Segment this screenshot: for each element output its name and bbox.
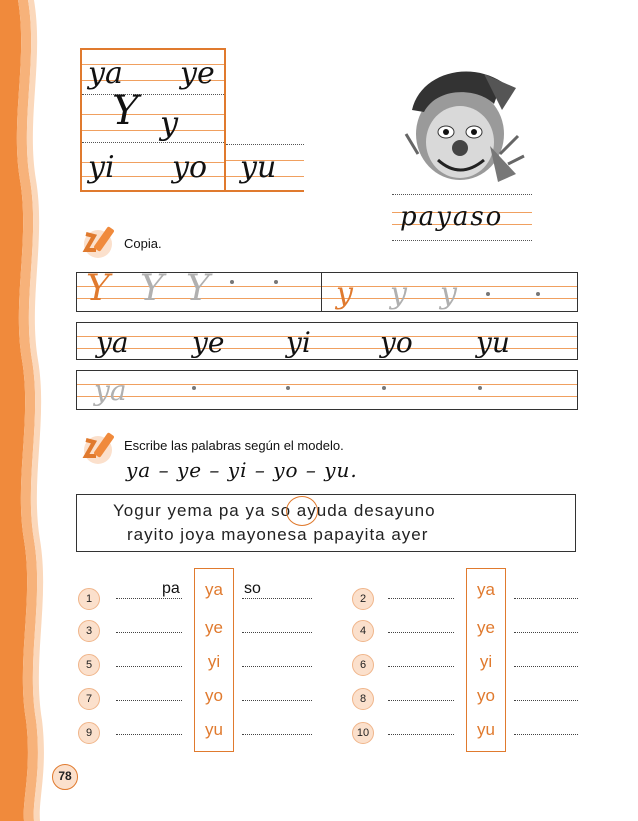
answer-blank[interactable] xyxy=(116,666,182,667)
start-dot xyxy=(478,386,482,390)
exercise-number-1: 1 xyxy=(78,588,100,610)
copy-model-lower-y: y xyxy=(336,276,353,311)
exercise-number-7: 7 xyxy=(78,688,100,710)
syllable-yu: yu xyxy=(205,720,223,739)
copy-syllable-ya: ya xyxy=(96,326,129,359)
copy-instruction: Copia. xyxy=(124,236,162,251)
answer-blank[interactable] xyxy=(116,598,182,599)
decorative-wave-border xyxy=(0,0,52,821)
answer-blank[interactable] xyxy=(116,734,182,735)
answer-blank[interactable] xyxy=(242,734,312,735)
exercise-number-4: 4 xyxy=(352,620,374,642)
syllable-yi: yi xyxy=(207,652,221,671)
exercise-number-8: 8 xyxy=(352,688,374,710)
example-prefix: pa xyxy=(162,580,180,597)
copy-syllable-yo: yo xyxy=(380,326,413,359)
model-syllable-sequence: ya – ye – yi – yo – yu. xyxy=(126,458,358,482)
model-yi: yi xyxy=(88,150,115,185)
start-dot xyxy=(274,280,278,284)
model-lower-y: y xyxy=(160,104,179,142)
syllable-yi: yi xyxy=(479,652,493,671)
start-dot xyxy=(286,386,290,390)
example-suffix: so xyxy=(244,580,261,597)
answer-blank[interactable] xyxy=(116,700,182,701)
highlight-circle-ya xyxy=(286,496,318,526)
answer-blank[interactable] xyxy=(116,632,182,633)
start-dot xyxy=(382,386,386,390)
exercise-number-5: 5 xyxy=(78,654,100,676)
exercise-number-6: 6 xyxy=(352,654,374,676)
copy-trace-lower-y-2: y xyxy=(440,276,457,311)
copy-syllable-yi: yi xyxy=(286,326,311,359)
copy-syllable-ye: ye xyxy=(192,326,225,359)
answer-blank[interactable] xyxy=(514,700,578,701)
copy-row-3 xyxy=(76,370,578,410)
answer-blank[interactable] xyxy=(242,700,312,701)
answer-blank[interactable] xyxy=(388,700,454,701)
picture-word: payaso xyxy=(400,202,504,232)
copy-trace-ya: ya xyxy=(94,374,127,407)
pencil-icon xyxy=(76,430,122,466)
syllable-yu: yu xyxy=(477,720,495,739)
model-yo: yo xyxy=(172,150,208,185)
answer-blank[interactable] xyxy=(514,734,578,735)
exercise-number-10: 10 xyxy=(352,722,374,744)
exercise-number-2: 2 xyxy=(352,588,374,610)
start-dot xyxy=(230,280,234,284)
copy-model-upper-y: Y xyxy=(86,268,110,309)
syllable-ya: ya xyxy=(477,580,495,599)
word-bank-line-2: rayito joya mayonesa papayita ayer xyxy=(127,525,429,544)
model-ya: ya xyxy=(88,56,123,91)
answer-blank[interactable] xyxy=(388,598,454,599)
answer-blank[interactable] xyxy=(514,598,578,599)
answer-blank[interactable] xyxy=(388,666,454,667)
answer-blank[interactable] xyxy=(514,666,578,667)
answer-blank[interactable] xyxy=(242,666,312,667)
start-dot xyxy=(486,292,490,296)
answer-blank[interactable] xyxy=(242,598,312,599)
answer-blank[interactable] xyxy=(388,632,454,633)
copy-trace-upper-y-1: Y xyxy=(140,268,164,309)
syllable-yo: yo xyxy=(205,686,223,705)
exercise-number-9: 9 xyxy=(78,722,100,744)
answer-blank[interactable] xyxy=(388,734,454,735)
copy-syllable-yu: yu xyxy=(476,326,510,359)
model-upper-y: Y xyxy=(112,88,139,134)
write-words-instruction: Escribe las palabras según el modelo. xyxy=(124,438,344,453)
pencil-icon xyxy=(76,224,122,260)
copy-trace-lower-y-1: y xyxy=(390,276,407,311)
page-number: 78 xyxy=(52,764,78,790)
model-ye: ye xyxy=(180,56,215,91)
answer-blank[interactable] xyxy=(514,632,578,633)
copy-trace-upper-y-2: Y xyxy=(186,268,210,309)
syllable-ya: ya xyxy=(205,580,223,599)
clown-illustration xyxy=(398,64,526,186)
syllable-yo: yo xyxy=(477,686,495,705)
start-dot xyxy=(192,386,196,390)
exercise-number-3: 3 xyxy=(78,620,100,642)
model-yu: yu xyxy=(240,150,277,185)
word-bank-line-1: Yogur yema pa ya so ayuda desayuno xyxy=(113,501,436,520)
word-bank-box xyxy=(76,494,576,552)
syllable-ye: ye xyxy=(477,618,495,637)
syllable-ye: ye xyxy=(205,618,223,637)
start-dot xyxy=(536,292,540,296)
answer-blank[interactable] xyxy=(242,632,312,633)
